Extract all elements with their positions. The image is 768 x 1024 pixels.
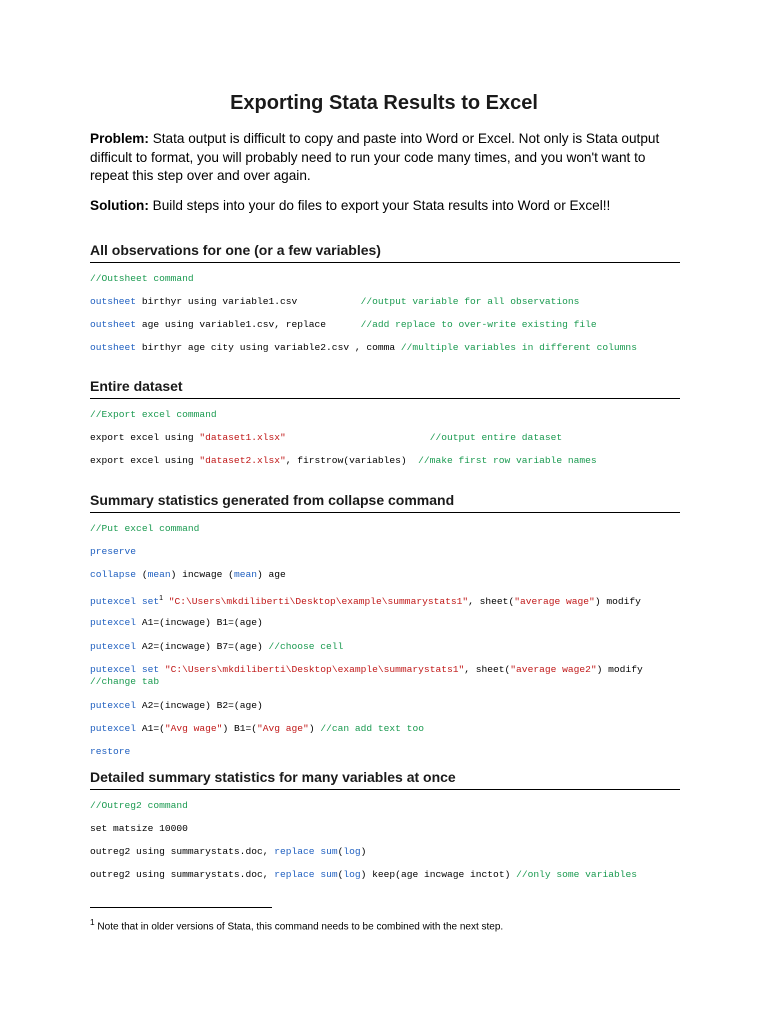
problem-text: Stata output is difficult to copy and paste into Word or Excel. Not only is Stata output difficult to format, you will probably need to run your code many times, and you won't want to repeat this step over and over again. (90, 131, 660, 183)
code-token: mean (147, 569, 171, 580)
code-token: set matsize 10000 (90, 823, 188, 834)
code-token: age using variable1.csv, replace (136, 319, 361, 330)
problem-paragraph (90, 130, 682, 186)
code-token: preserve (90, 546, 137, 557)
solution-text: Build steps into your do files to export your Stata results into Word or Excel!! (148, 198, 611, 213)
code-token: "dataset1.xlsx" (199, 432, 286, 443)
code-token: //multiple variables in different columns (400, 342, 637, 353)
code-line (90, 800, 188, 812)
code-token: birthyr age city using variable2.csv , comma (136, 342, 401, 353)
code-token: A2=(incwage) B7=(age) (136, 641, 269, 652)
code-token: "average wage2" (510, 664, 597, 675)
code-token: ) B1=( (222, 723, 257, 734)
footnote-text: Note that in older versions of Stata, this command needs to be combined with the next step. (94, 921, 504, 933)
code-line (90, 569, 286, 581)
code-line (90, 455, 597, 467)
code-line (90, 593, 641, 608)
code-line (90, 869, 637, 881)
code-token: //change tab (90, 676, 160, 687)
code-token: ) keep(age incwage inctot) (360, 869, 517, 880)
code-token: ) (308, 723, 321, 734)
code-line (90, 746, 130, 758)
code-line (90, 546, 136, 558)
code-line (90, 846, 366, 858)
code-line (90, 641, 343, 653)
code-token: sum (320, 846, 338, 857)
code-token: , sheet( (468, 596, 515, 608)
code-line (90, 432, 562, 444)
code-token: "Avg age" (256, 723, 309, 734)
code-token: ) incwage ( (170, 569, 234, 580)
code-token: ) modify (596, 664, 643, 675)
code-token: export excel using (90, 455, 200, 466)
code-token: restore (90, 746, 131, 757)
code-line (90, 823, 188, 835)
footnote-divider (90, 907, 272, 908)
code-token: putexcel (90, 700, 137, 711)
code-token: "C:\Users\mkdiliberti\Desktop\example\summarystats1" (164, 664, 465, 675)
code-token: //output variable for all observations (360, 296, 580, 307)
problem-label: Problem: (90, 131, 149, 146)
code-token: outsheet (90, 319, 137, 330)
code-line (90, 342, 637, 354)
code-token: A2=(incwage) B2=(age) (136, 700, 263, 711)
solution-paragraph (90, 197, 682, 216)
footnote (90, 917, 503, 932)
section-heading-entire-dataset: Entire dataset (90, 378, 680, 399)
code-token: ) (360, 846, 367, 857)
code-line (90, 700, 263, 712)
code-token: ( (136, 569, 148, 580)
code-line (90, 273, 194, 285)
code-token: //Outsheet command (90, 273, 194, 284)
code-line (90, 409, 217, 421)
code-token: //can add text too (320, 723, 424, 734)
code-token: log (343, 869, 361, 880)
code-token: mean (233, 569, 257, 580)
code-token: sum (320, 869, 338, 880)
code-token: outsheet (90, 296, 137, 307)
section-heading-outreg2: Detailed summary statistics for many variables at once (90, 769, 680, 790)
code-token: putexcel (90, 617, 137, 628)
code-line (90, 723, 424, 735)
code-token: "dataset2.xlsx" (199, 455, 286, 466)
solution-label: Solution: (90, 198, 149, 213)
code-token: //Outreg2 command (90, 800, 188, 811)
code-token: putexcel (90, 641, 137, 652)
code-token: //output entire dataset (429, 432, 563, 443)
code-token: putexcel set (90, 596, 160, 608)
code-token: ( (337, 846, 344, 857)
code-token: , sheet( (464, 664, 511, 675)
code-token: "Avg wage" (164, 723, 223, 734)
code-line (90, 676, 159, 688)
code-line (90, 617, 263, 629)
code-token: A1=(incwage) B1=(age) (136, 617, 263, 628)
code-token: "C:\Users\mkdiliberti\Desktop\example\summarystats1" (168, 596, 469, 608)
code-token: , firstrow(variables) (285, 455, 419, 466)
code-token: outreg2 using summarystats.doc, (90, 846, 275, 857)
code-token: //add replace to over-write existing file (360, 319, 597, 330)
code-token: outreg2 using summarystats.doc, (90, 869, 275, 880)
code-token: collapse (90, 569, 137, 580)
code-token: A1=( (136, 723, 165, 734)
code-token: //only some variables (516, 869, 637, 880)
code-token: ( (337, 869, 344, 880)
section-heading-collapse: Summary statistics generated from collapse command (90, 492, 680, 513)
footnote-ref: 1 (159, 595, 163, 602)
code-token: putexcel (90, 723, 137, 734)
code-token (286, 432, 430, 443)
code-token: replace (274, 846, 315, 857)
code-token: replace (274, 869, 315, 880)
code-token: //Export excel command (90, 409, 217, 420)
code-token: ) modify (594, 596, 641, 608)
code-token: //make first row variable names (418, 455, 597, 466)
code-token: putexcel set (90, 664, 160, 675)
code-line (90, 664, 643, 676)
code-token: //choose cell (268, 641, 344, 652)
code-token: birthyr using variable1.csv (136, 296, 361, 307)
code-line (90, 296, 579, 308)
page-title: Exporting Stata Results to Excel (230, 92, 538, 114)
code-token: outsheet (90, 342, 137, 353)
code-token: ) age (256, 569, 286, 580)
footnote-marker: 1 (90, 917, 95, 927)
code-token: log (343, 846, 361, 857)
code-token: //Put excel command (90, 523, 200, 534)
section-heading-outsheet: All observations for one (or a few variables) (90, 242, 680, 263)
code-line (90, 523, 199, 535)
code-token: export excel using (90, 432, 200, 443)
code-token: "average wage" (514, 596, 595, 608)
code-line (90, 319, 597, 331)
